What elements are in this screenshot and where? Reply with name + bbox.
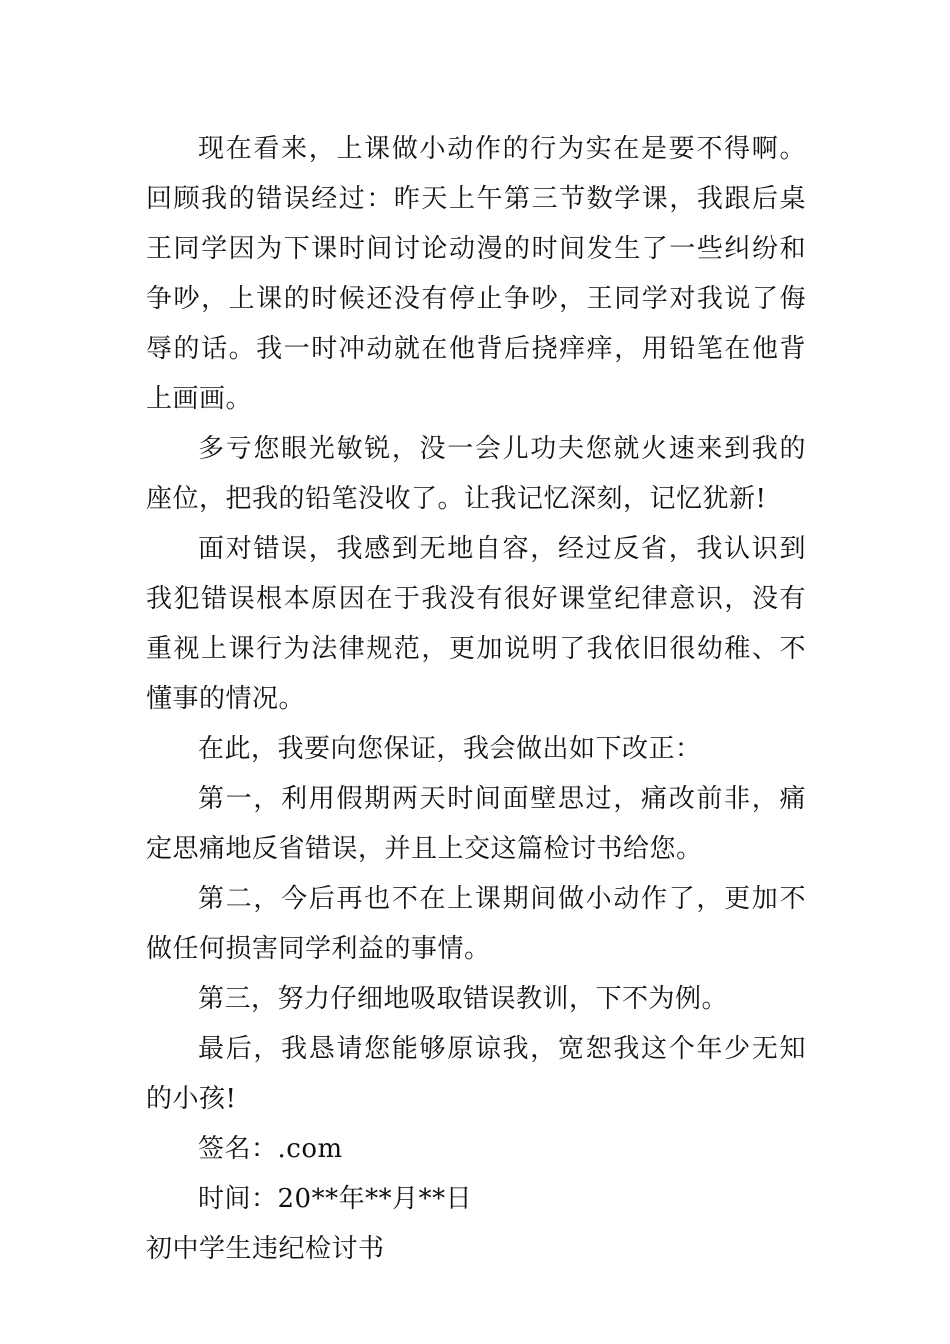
paragraph-third: 第三，努力仔细地吸取错误教训，下不为例。	[198, 984, 729, 1014]
paragraph-second: 第二，今后再也不在上课期间做小动作了，更加不做任何损害同学利益的事情。	[146, 884, 806, 964]
paragraph-confiscation: 多亏您眼光敏锐，没一会儿功夫您就火速来到我的座位，把我的铅笔没收了。让我记忆深刻，记忆犹新!	[146, 434, 806, 514]
paragraph-first: 第一，利用假期两天时间面壁思过，痛改前非，痛定思痛地反省错误，并且上交这篇检讨书给您。	[146, 784, 806, 864]
paragraph-promise: 在此，我要向您保证，我会做出如下改正：	[198, 734, 702, 764]
signature-line: 签名：.com	[198, 1134, 343, 1164]
paragraph-reflection: 面对错误，我感到无地自容，经过反省，我认识到我犯错误根本原因在于我没有很好课堂纪律意识，没有重视上课行为法律规范，更加说明了我依旧很幼稚、不懂事的情况。	[146, 534, 806, 714]
paragraph-intro: 现在看来，上课做小动作的行为实在是要不得啊。回顾我的错误经过：昨天上午第三节数学课，我跟后桌王同学因为下课时间讨论动漫的时间发生了一些纠纷和争吵，上课的时候还没有停止争吵，王同学对我说了侮辱的话。我一时冲动就在他背后挠痒痒，用铅笔在他背上画画。	[146, 134, 806, 414]
paragraph-closing: 最后，我恳请您能够原谅我，宽恕我这个年少无知的小孩!	[146, 1034, 806, 1114]
next-section-title: 初中学生违纪检讨书	[146, 1234, 385, 1264]
date-line: 时间：20**年**月**日	[198, 1184, 473, 1214]
document-body	[146, 124, 806, 1274]
